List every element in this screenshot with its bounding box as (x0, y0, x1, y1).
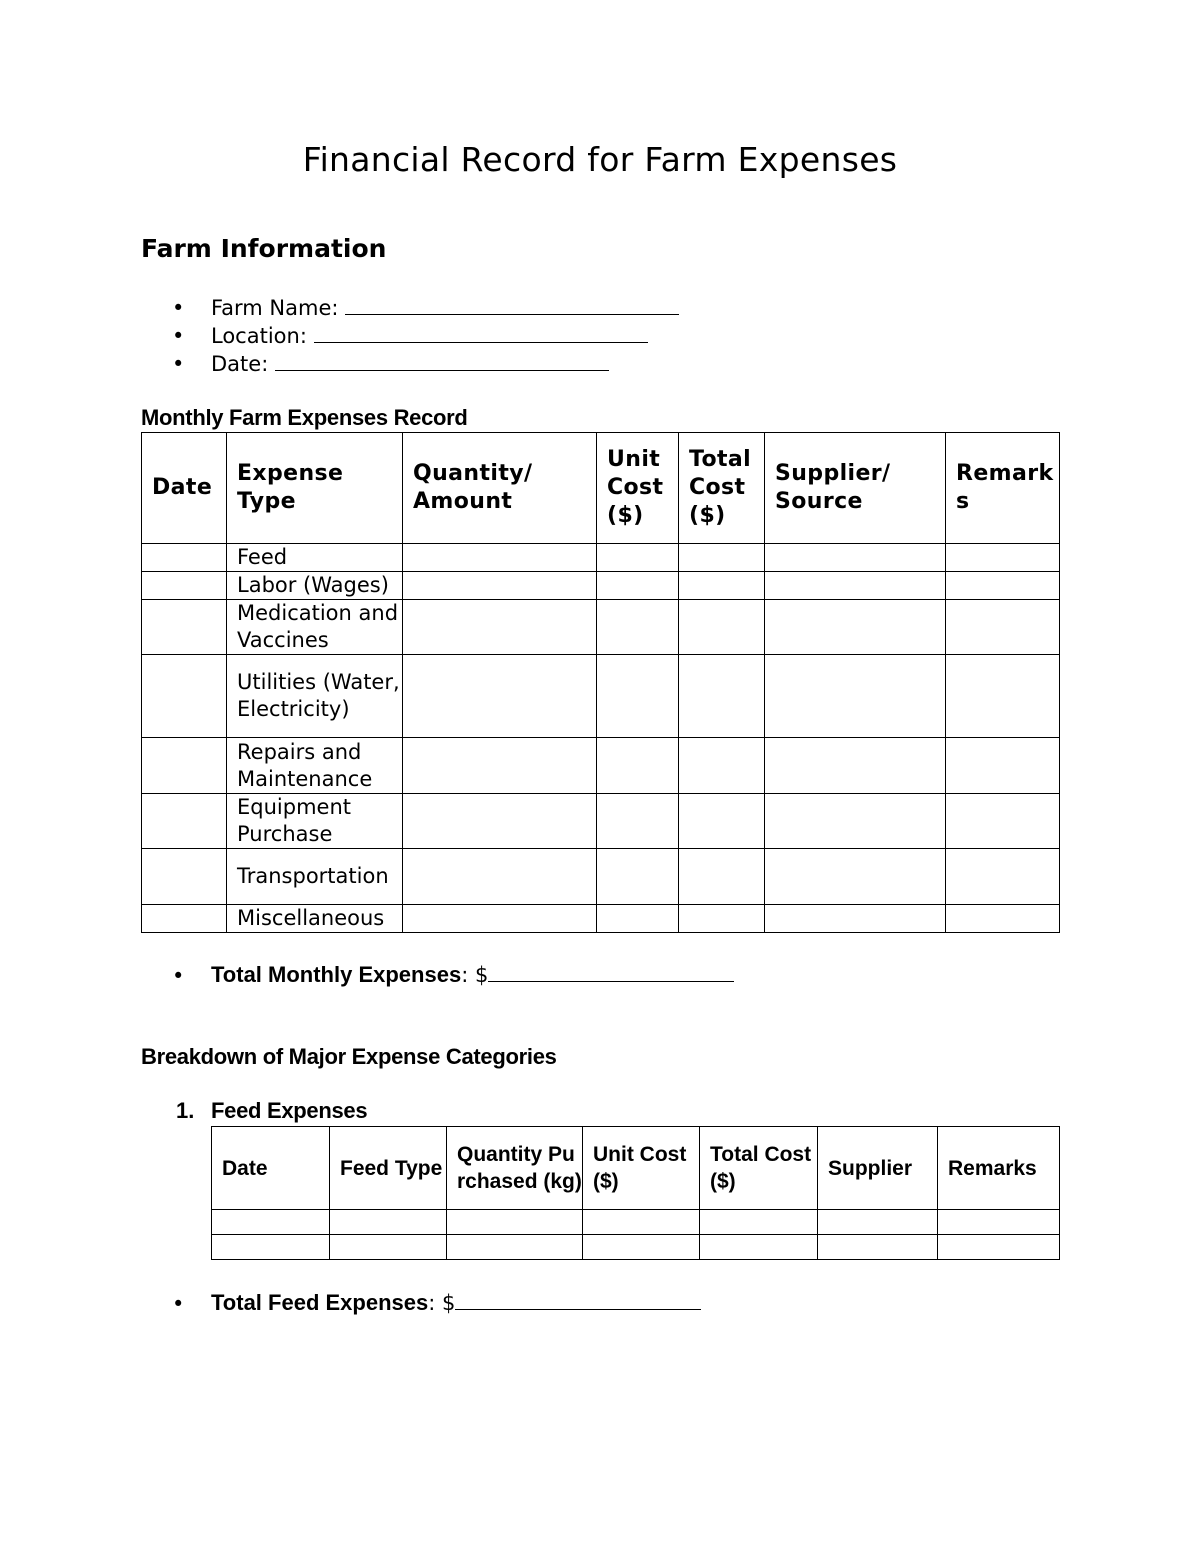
cell-supplier[interactable] (818, 1210, 938, 1235)
cell-remarks[interactable] (946, 572, 1060, 600)
cell-total-cost[interactable] (679, 600, 765, 655)
cell-unit-cost[interactable] (597, 905, 679, 933)
cell-remarks[interactable] (946, 544, 1060, 572)
document-title: Financial Record for Farm Expenses (302, 140, 898, 179)
cell-date[interactable] (142, 544, 227, 572)
cell-remarks[interactable] (946, 794, 1060, 849)
farm-name-blank[interactable] (345, 296, 679, 315)
date-label: Date: (211, 352, 275, 376)
cell-date[interactable] (212, 1210, 330, 1235)
cell-remarks[interactable] (938, 1235, 1060, 1260)
total-feed-label: Total Feed Expenses (211, 1290, 429, 1315)
cell-quantity[interactable] (403, 905, 597, 933)
expense-type-cell: Equipment Purchase (227, 794, 403, 849)
cell-date[interactable] (142, 905, 227, 933)
cell-total-cost[interactable] (679, 849, 765, 905)
cell-quantity[interactable] (403, 849, 597, 905)
table-header-row (142, 433, 1060, 544)
cell-supplier[interactable] (765, 600, 946, 655)
expense-type-cell: Feed (227, 544, 403, 572)
farm-name-field (172, 294, 679, 322)
cell-unit-cost[interactable] (597, 544, 679, 572)
farm-name-label: Farm Name: (211, 296, 346, 320)
cell-unit-cost[interactable] (583, 1235, 700, 1260)
feed-expenses-table (211, 1126, 1060, 1260)
expense-type-cell: Transportation (227, 849, 403, 905)
header-total-cost: Total Cost ($) (700, 1127, 818, 1210)
total-feed-line (211, 1290, 701, 1316)
cell-remarks[interactable] (946, 655, 1060, 738)
cell-supplier[interactable] (765, 794, 946, 849)
cell-unit-cost[interactable] (597, 655, 679, 738)
farm-info-list (172, 294, 679, 378)
expense-type-cell: Miscellaneous (227, 905, 403, 933)
cell-total-cost[interactable] (679, 905, 765, 933)
cell-quantity[interactable] (403, 600, 597, 655)
cell-unit-cost[interactable] (597, 794, 679, 849)
cell-total-cost[interactable] (700, 1210, 818, 1235)
header-supplier: Supplier (818, 1127, 938, 1210)
cell-quantity[interactable] (447, 1210, 583, 1235)
header-remarks: Remarks (946, 433, 1060, 544)
cell-supplier[interactable] (818, 1235, 938, 1260)
cell-date[interactable] (212, 1235, 330, 1260)
cell-date[interactable] (142, 738, 227, 794)
header-date: Date (212, 1127, 330, 1210)
header-unit-cost: Unit Cost ($) (583, 1127, 700, 1210)
cell-remarks[interactable] (946, 905, 1060, 933)
table-row (142, 738, 1060, 794)
table-row (212, 1235, 1060, 1260)
total-feed-blank[interactable] (455, 1291, 701, 1310)
expense-type-cell: Utilities (Water, Electricity) (227, 655, 403, 738)
monthly-expenses-table (141, 432, 1060, 933)
cell-total-cost[interactable] (679, 544, 765, 572)
header-remarks: Remarks (938, 1127, 1060, 1210)
cell-quantity[interactable] (403, 572, 597, 600)
cell-quantity[interactable] (447, 1235, 583, 1260)
total-monthly-suffix: : $ (461, 963, 489, 987)
cell-unit-cost[interactable] (583, 1210, 700, 1235)
table-row (142, 600, 1060, 655)
cell-supplier[interactable] (765, 544, 946, 572)
header-feed-type: Feed Type (330, 1127, 447, 1210)
section-number: 1. (176, 1098, 195, 1123)
location-blank[interactable] (314, 324, 648, 343)
cell-date[interactable] (142, 655, 227, 738)
table-row (142, 849, 1060, 905)
table-row (142, 655, 1060, 738)
cell-total-cost[interactable] (679, 794, 765, 849)
header-quantity-purchased: Quantity Purchased (kg) (447, 1127, 583, 1210)
header-unit-cost: Unit Cost ($) (597, 433, 679, 544)
cell-supplier[interactable] (765, 849, 946, 905)
cell-remarks[interactable] (946, 849, 1060, 905)
table-row (142, 544, 1060, 572)
total-monthly-line (211, 962, 734, 988)
cell-total-cost[interactable] (679, 655, 765, 738)
date-field (172, 350, 679, 378)
cell-unit-cost[interactable] (597, 849, 679, 905)
cell-date[interactable] (142, 849, 227, 905)
feed-section-title: Feed Expenses (211, 1098, 368, 1123)
total-feed-suffix: : $ (428, 1291, 456, 1315)
cell-total-cost[interactable] (679, 738, 765, 794)
cell-total-cost[interactable] (679, 572, 765, 600)
cell-quantity[interactable] (403, 738, 597, 794)
cell-supplier[interactable] (765, 905, 946, 933)
bullet-icon: • (172, 1292, 185, 1316)
cell-remarks[interactable] (946, 600, 1060, 655)
header-expense-type: Expense Type (227, 433, 403, 544)
expense-type-cell: Repairs and Maintenance (227, 738, 403, 794)
total-monthly-blank[interactable] (488, 963, 734, 982)
table-row (142, 905, 1060, 933)
location-field (172, 322, 679, 350)
cell-remarks[interactable] (938, 1210, 1060, 1235)
table-row (142, 572, 1060, 600)
cell-date[interactable] (142, 794, 227, 849)
header-quantity: Quantity/ Amount (403, 433, 597, 544)
expense-type-cell: Labor (Wages) (227, 572, 403, 600)
header-total-cost: Total Cost ($) (679, 433, 765, 544)
bullet-icon: • (172, 964, 185, 988)
cell-unit-cost[interactable] (597, 600, 679, 655)
cell-quantity[interactable] (403, 794, 597, 849)
table-row (142, 794, 1060, 849)
cell-supplier[interactable] (765, 572, 946, 600)
farm-info-heading: Farm Information (141, 234, 387, 263)
cell-quantity[interactable] (403, 655, 597, 738)
date-blank[interactable] (275, 352, 609, 371)
cell-remarks[interactable] (946, 738, 1060, 794)
cell-quantity[interactable] (403, 544, 597, 572)
header-date: Date (142, 433, 227, 544)
location-label: Location: (211, 324, 314, 348)
cell-supplier[interactable] (765, 655, 946, 738)
table-row (212, 1210, 1060, 1235)
cell-feed-type[interactable] (330, 1210, 447, 1235)
breakdown-heading: Breakdown of Major Expense Categories (141, 1044, 557, 1069)
cell-supplier[interactable] (765, 738, 946, 794)
cell-unit-cost[interactable] (597, 738, 679, 794)
table-header-row (212, 1127, 1060, 1210)
cell-total-cost[interactable] (700, 1235, 818, 1260)
cell-unit-cost[interactable] (597, 572, 679, 600)
cell-date[interactable] (142, 600, 227, 655)
cell-feed-type[interactable] (330, 1235, 447, 1260)
total-monthly-label: Total Monthly Expenses (211, 962, 462, 987)
monthly-table-caption: Monthly Farm Expenses Record (141, 405, 468, 430)
header-supplier: Supplier/ Source (765, 433, 946, 544)
expense-type-cell: Medication and Vaccines (227, 600, 403, 655)
cell-date[interactable] (142, 572, 227, 600)
